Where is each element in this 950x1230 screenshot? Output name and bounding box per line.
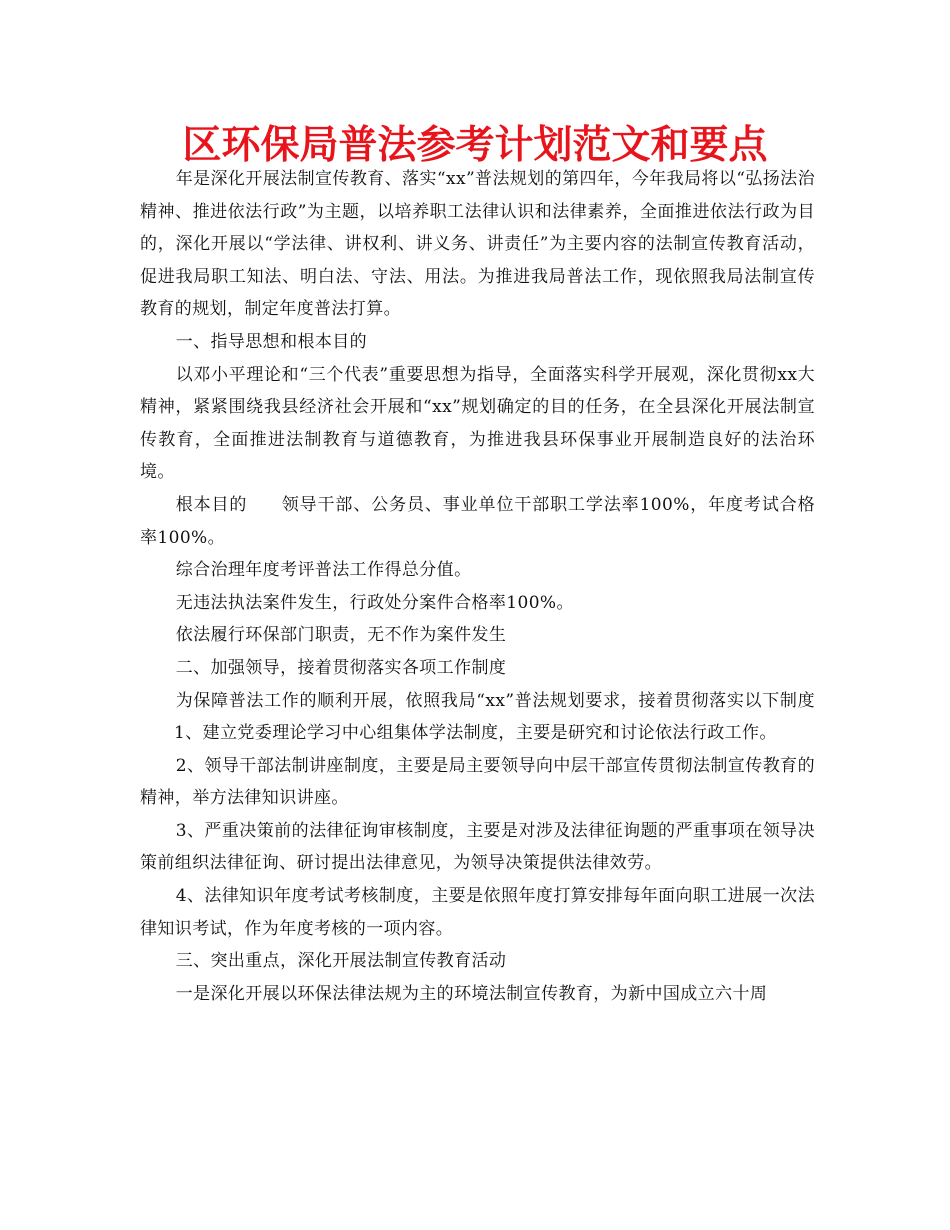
- paragraph-goal-2: 综合治理年度考评普法工作得总分值。: [175, 560, 472, 581]
- paragraph-guiding-thought: 以邓小平理论和“三个代表”重要思想为指导，全面落实科学开展观，深化贯彻xx大精神，紧紧围绕我县经济社会开展和“xx”规划确定的目的任务，在全县深化开展法制宣传教育，全面推进法制教育与道德教育，为推进我县环保事业开展制造良好的法治环境。: [140, 364, 815, 483]
- paragraph-intro: 年是深化开展法制宣传教育、落实“xx”普法规划的第四年，今年我局将以“弘扬法治精神、推进依法行政”为主题，以培养职工法律认识和法律素养，全面推进依法行政为目的，深化开展以“学法律、讲权利、讲义务、讲责任”为主要内容的法制宣传教育活动，促进我局职工知法、明白法、守法、用法。为推进我局普法工作，现依照我局法制宣传教育的规划，制定年度普法打算。: [140, 169, 815, 320]
- section-heading-1: 一、指导思想和根本目的: [175, 331, 368, 352]
- paragraph-goal-4: 依法履行环保部门职责，无不作为案件发生: [175, 625, 507, 646]
- paragraph-system-1: [140, 685, 815, 750]
- section-heading-2: 二、加强领导，接着贯彻落实各项工作制度: [175, 657, 507, 678]
- paragraph-basic-goal: [140, 489, 815, 554]
- paragraph-activity-1: 一是深化开展以环保法律法规为主的环境法制宣传教育，为新中国成立六十周: [175, 983, 768, 1004]
- paragraph-goal-3: 无违法执法案件发生，行政处分案件合格率100%。: [175, 592, 574, 613]
- section-heading-3: 三、突出重点，深化开展法制宣传教育活动: [175, 951, 507, 972]
- paragraph-system-2: 2、领导干部法制讲座制度，主要是局主要领导向中层干部宣传贯彻法制宣传教育的精神，举方法律知识讲座。: [140, 755, 815, 809]
- paragraph-system-3: 3、严重决策前的法律征询审核制度，主要是对涉及法律征询题的严重事项在领导决策前组织法律征询、研讨提出法律意见，为领导决策提供法律效劳。: [140, 820, 815, 874]
- basic-goal-lead: 根本目的: [175, 494, 248, 515]
- basic-goal-text: 领导干部、公务员、事业单位干部职工学法率100%，年度考试合格率100%。: [140, 494, 816, 548]
- system-item-1: 1、建立党委理论学习中心组集体学法制度，主要是研究和讨论依法行政工作。: [174, 723, 777, 744]
- paragraph-system-4: 4、法律知识年度考试考核制度，主要是依照年度打算安排每年面向职工进展一次法律知识考试，作为年度考核的一项内容。: [140, 886, 815, 939]
- document-title: 区环保局普法参考计划范文和要点: [182, 123, 768, 168]
- document-body: [140, 163, 815, 1010]
- system-lead: 为保障普法工作的顺利开展，依照我局“xx”普法规划要求，接着贯彻落实以下制度: [175, 690, 815, 711]
